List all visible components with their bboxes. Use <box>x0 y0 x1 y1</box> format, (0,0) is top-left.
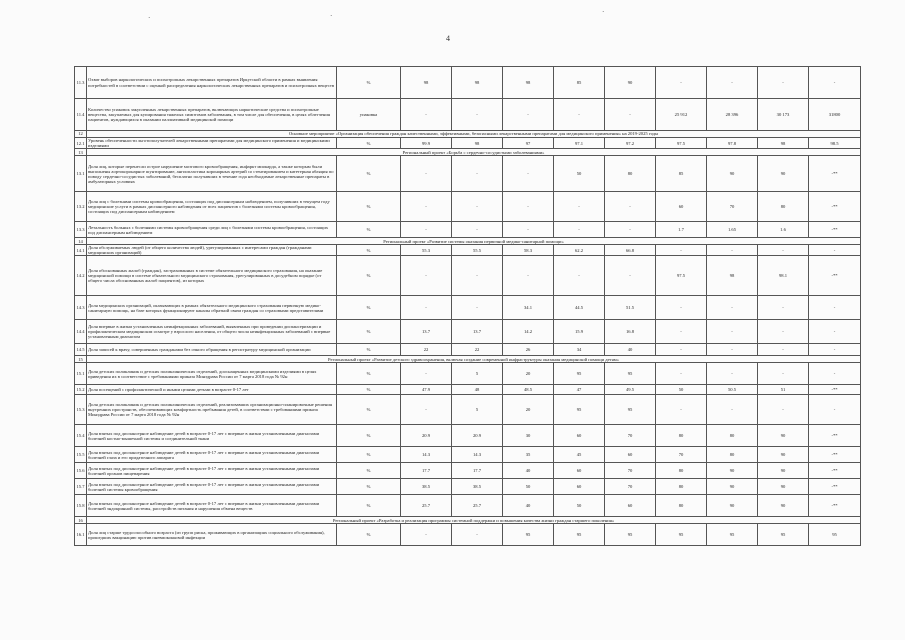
value-cell: - <box>503 99 554 131</box>
row-number: 11.4 <box>75 99 87 131</box>
value-cell: 90 <box>758 495 809 517</box>
value-cell: 40 <box>503 495 554 517</box>
row-number: 15.7 <box>75 479 87 495</box>
value-cell: - <box>401 222 452 238</box>
value-cell: 97.2 <box>605 138 656 149</box>
table-row <box>75 192 861 222</box>
value-cell: 62.2 <box>554 245 605 256</box>
value-cell: - <box>605 222 656 238</box>
value-cell: 35 <box>503 447 554 463</box>
value-cell: 55.3 <box>401 245 452 256</box>
indicator-name: Доля впервые в жизни установленных неинфекционных заболеваний, выявленных при проведении диспансеризации и профилактическом медицинском осмотре у взрослого населения, от общего числа неинфекционных заболеваний с впервые установленным диагнозом <box>87 320 337 344</box>
value-cell: 80 <box>656 495 707 517</box>
value-cell: 50.5 <box>707 385 758 395</box>
value-cell: 44.5 <box>554 296 605 320</box>
value-cell: 98 <box>401 67 452 99</box>
value-cell: 90 <box>707 463 758 479</box>
value-cell: 34.1 <box>503 296 554 320</box>
row-number: 15.8 <box>75 495 87 517</box>
value-cell: 80 <box>656 479 707 495</box>
value-cell: 14.3 <box>401 447 452 463</box>
indicator-name: Летальность больных с болезнями системы кровообращения среди лиц с болезнями системы кровообращения, состоящих под диспансерным наблюдением <box>87 222 337 238</box>
value-cell: 70 <box>605 479 656 495</box>
value-cell: 45 <box>554 447 605 463</box>
row-number: 13.3 <box>75 222 87 238</box>
value-cell: 51 <box>758 385 809 395</box>
section-title: Региональный проект «Борьба с сердечно-сосудистыми заболеваниями» <box>87 149 861 156</box>
value-cell: - <box>401 363 452 385</box>
row-number: 13.1 <box>75 156 87 192</box>
value-cell: - <box>554 222 605 238</box>
value-cell: 97.8 <box>707 138 758 149</box>
section-title: Основное мероприятие «Организация обеспечения граждан качественными, эффективными, безопасными лекарственными препаратами для медицинского применения» на 2019-2025 годы <box>87 131 861 138</box>
value-cell: 5 <box>452 363 503 385</box>
table-row <box>75 138 861 149</box>
unit-cell: % <box>337 344 401 356</box>
row-number: 14.2 <box>75 256 87 296</box>
value-cell: 90 <box>758 156 809 192</box>
value-cell: - <box>809 245 861 256</box>
value-cell: 97.5 <box>656 256 707 296</box>
indicator-name: Доля медицинских организаций, оказывающих в рамках обязательного медицинского страхования первичную медико-санитарную помощь, на базе которых функционируют каналы обратной связи граждан со страховыми представителями <box>87 296 337 320</box>
unit-cell: % <box>337 495 401 517</box>
value-cell: 70 <box>605 463 656 479</box>
value-cell: 90 <box>707 156 758 192</box>
value-cell: 98 <box>707 256 758 296</box>
table-row <box>75 67 861 99</box>
value-cell: - <box>707 395 758 425</box>
value-cell: 70 <box>656 447 707 463</box>
value-cell: 20.9 <box>452 425 503 447</box>
value-cell: - <box>503 222 554 238</box>
value-cell: -** <box>809 447 861 463</box>
scan-dot-mark: · <box>330 12 333 20</box>
table-row <box>75 256 861 296</box>
value-cell: - <box>758 245 809 256</box>
section-header-row <box>75 131 861 138</box>
value-cell: - <box>707 67 758 99</box>
value-cell: 90 <box>758 463 809 479</box>
scan-dot-mark: · <box>602 8 605 16</box>
row-number: 14.3 <box>75 296 87 320</box>
unit-cell: % <box>337 256 401 296</box>
unit-cell: % <box>337 479 401 495</box>
indicator-name: Доля обслуживаемых людей (от общего количества людей), урегулированных с интересами граждан (гражданами медицинских организаций) <box>87 245 337 256</box>
value-cell: 95 <box>503 524 554 546</box>
value-cell: - <box>605 192 656 222</box>
value-cell: 49.5 <box>605 385 656 395</box>
scan-dot-mark: · <box>148 14 151 22</box>
section-title: Региональный проект «Развитие системы оказания первичной медико-санитарной помощи» <box>87 238 861 245</box>
value-cell: 95 <box>809 524 861 546</box>
value-cell: 70 <box>605 425 656 447</box>
value-cell: - <box>605 99 656 131</box>
row-number: 15 <box>75 356 87 363</box>
page-number: 4 <box>446 34 450 43</box>
value-cell: 99.9 <box>401 138 452 149</box>
unit-cell: % <box>337 425 401 447</box>
value-cell: - <box>809 344 861 356</box>
row-number: 13.2 <box>75 192 87 222</box>
value-cell: - <box>656 363 707 385</box>
indicator-name: Доля лиц, которые перенесли острое нарушение мозгового кровообращения, инфаркт миокарда, а также которым были выполнены аортокоронарное шунтирование, ангиопластика коронарных артерий со стентированием и катетерная абляция по поводу сердечно-сосудистых заболеваний, бесплатно получавших в течение года необходимые лекарственные препараты в амбулаторных условиях <box>87 156 337 192</box>
value-cell: 60 <box>605 495 656 517</box>
value-cell: 47.9 <box>401 385 452 395</box>
value-cell: 25.7 <box>452 495 503 517</box>
value-cell: 95 <box>656 524 707 546</box>
table-row <box>75 99 861 131</box>
value-cell: - <box>401 524 452 546</box>
value-cell: 48 <box>452 385 503 395</box>
unit-cell: % <box>337 363 401 385</box>
indicator-table <box>74 66 861 546</box>
value-cell: 95 <box>554 395 605 425</box>
row-number: 14.4 <box>75 320 87 344</box>
value-cell: - <box>452 524 503 546</box>
unit-cell: % <box>337 156 401 192</box>
value-cell: - <box>809 363 861 385</box>
value-cell: - <box>401 192 452 222</box>
value-cell: 1.6 <box>758 222 809 238</box>
row-number: 12.1 <box>75 138 87 149</box>
table-row <box>75 363 861 385</box>
value-cell: 5 <box>452 395 503 425</box>
value-cell: 25 912 <box>656 99 707 131</box>
value-cell: - <box>554 192 605 222</box>
indicator-name: Доля лиц с болезнями системы кровообращения, состоящих под диспансерным наблюдением, получивших в текущем году медицинские услуги в рамках диспансерного наблюдения от всех пациентов с болезнями системы кровообращения, состоящих под диспансерным наблюдением <box>87 192 337 222</box>
value-cell: 98 <box>452 67 503 99</box>
unit-cell: % <box>337 395 401 425</box>
unit-cell: % <box>337 524 401 546</box>
row-number: 14.1 <box>75 245 87 256</box>
value-cell: 50 <box>554 156 605 192</box>
value-cell: 26 <box>503 344 554 356</box>
value-cell: -** <box>809 156 861 192</box>
value-cell: - <box>605 256 656 296</box>
indicator-name: Количество упаковок закупленных лекарственных препаратов, включающих наркотические средства и психотропные вещества, закупаемых для купирования тяжелых симптомов заболевания, в том числе для обеспечения, в целях облегчения пациентов, нуждающихся в оказании паллиативной медицинской помощи <box>87 99 337 131</box>
value-cell: 17.7 <box>452 463 503 479</box>
value-cell: - <box>809 320 861 344</box>
value-cell: 90 <box>758 447 809 463</box>
value-cell: - <box>809 67 861 99</box>
section-title: Региональный проект «Развитие детского здравоохранения, включая создание современной инфраструктуры оказания медицинской помощи детям» <box>87 356 861 363</box>
unit-cell: % <box>337 222 401 238</box>
value-cell: - <box>707 320 758 344</box>
value-cell: - <box>503 192 554 222</box>
value-cell: 80 <box>656 425 707 447</box>
value-cell: - <box>503 156 554 192</box>
value-cell: - <box>503 256 554 296</box>
section-header-row <box>75 517 861 524</box>
row-number: 13 <box>75 149 87 156</box>
value-cell: 90 <box>758 479 809 495</box>
table-row <box>75 320 861 344</box>
value-cell: - <box>452 156 503 192</box>
value-cell: 60 <box>656 192 707 222</box>
value-cell: - <box>758 395 809 425</box>
value-cell: - <box>707 363 758 385</box>
value-cell: -** <box>809 479 861 495</box>
value-cell: - <box>401 296 452 320</box>
value-cell: 90 <box>707 479 758 495</box>
row-number: 14.5 <box>75 344 87 356</box>
value-cell: 50 <box>503 479 554 495</box>
value-cell: 90 <box>758 425 809 447</box>
value-cell: 95 <box>605 524 656 546</box>
value-cell: 80 <box>758 192 809 222</box>
table-row <box>75 463 861 479</box>
indicator-name: Доля взятых под диспансерное наблюдение детей в возрасте 0-17 лет с впервые в жизни установленными диагнозами болезней системы кровообращения <box>87 479 337 495</box>
value-cell: 30 173 <box>758 99 809 131</box>
value-cell: 13.7 <box>452 320 503 344</box>
value-cell: 38.5 <box>401 479 452 495</box>
unit-cell: % <box>337 192 401 222</box>
value-cell: 97.1 <box>554 138 605 149</box>
row-number: 12 <box>75 131 87 138</box>
section-header-row <box>75 356 861 363</box>
row-number: 16.1 <box>75 524 87 546</box>
value-cell: 20 <box>503 363 554 385</box>
value-cell: 15.9 <box>554 320 605 344</box>
value-cell: - <box>758 67 809 99</box>
value-cell: 22 <box>401 344 452 356</box>
table-row <box>75 296 861 320</box>
value-cell: - <box>656 320 707 344</box>
value-cell: 40 <box>503 463 554 479</box>
table-row <box>75 479 861 495</box>
value-cell: 97.5 <box>656 138 707 149</box>
table-row <box>75 447 861 463</box>
row-number: 15.6 <box>75 463 87 479</box>
indicator-name: Доля лиц старше трудоспособного возраста (из групп риска, проживающих в организациях социального обслуживания), прошедших вакцинацию против пневмококковой инфекции <box>87 524 337 546</box>
value-cell: 90 <box>605 67 656 99</box>
table-row <box>75 156 861 192</box>
value-cell: 50 <box>554 495 605 517</box>
value-cell: 40 <box>605 344 656 356</box>
value-cell: 14.2 <box>503 320 554 344</box>
value-cell: - <box>401 99 452 131</box>
value-cell: 70 <box>707 192 758 222</box>
value-cell: 95 <box>758 524 809 546</box>
indicator-name: Доля взятых под диспансерное наблюдение детей в возрасте 0-17 лет с впервые в жизни установленными диагнозами болезней органов пищеварения <box>87 463 337 479</box>
value-cell: 20 <box>503 395 554 425</box>
value-cell: 98 <box>452 138 503 149</box>
value-cell: - <box>758 344 809 356</box>
value-cell: 90 <box>707 495 758 517</box>
indicator-name: Доля обоснованных жалоб (граждан), застрахованных в системе обязательного медицинского страхования, на оказание медицинской помощи в системе обязательного медицинского страхования, урегулированных в досудебном порядке (от общего числа обоснованных жалоб пациентов), из которых <box>87 256 337 296</box>
value-cell: 47 <box>554 385 605 395</box>
unit-cell: % <box>337 320 401 344</box>
unit-cell: упаковка <box>337 99 401 131</box>
value-cell: 48.5 <box>503 385 554 395</box>
value-cell: 80 <box>707 447 758 463</box>
value-cell: 80 <box>605 156 656 192</box>
value-cell: - <box>656 344 707 356</box>
value-cell: 38.5 <box>452 479 503 495</box>
value-cell: 1.7 <box>656 222 707 238</box>
table-row <box>75 425 861 447</box>
table-row <box>75 395 861 425</box>
indicator-table-container <box>74 66 860 546</box>
value-cell: - <box>452 256 503 296</box>
value-cell: - <box>707 245 758 256</box>
section-header-row <box>75 149 861 156</box>
value-cell: - <box>656 395 707 425</box>
value-cell: 1.65 <box>707 222 758 238</box>
value-cell: 60 <box>605 447 656 463</box>
value-cell: - <box>452 99 503 131</box>
value-cell: 85 <box>656 156 707 192</box>
value-cell: 80 <box>707 425 758 447</box>
value-cell: 95 <box>554 524 605 546</box>
row-number: 15.4 <box>75 425 87 447</box>
value-cell: - <box>401 395 452 425</box>
row-number: 11.3 <box>75 67 87 99</box>
table-row <box>75 222 861 238</box>
value-cell: - <box>401 156 452 192</box>
value-cell: 25.7 <box>401 495 452 517</box>
value-cell: 22 <box>452 344 503 356</box>
value-cell: 85 <box>554 67 605 99</box>
unit-cell: % <box>337 138 401 149</box>
value-cell: - <box>554 99 605 131</box>
indicator-name: Доля взятых под диспансерное наблюдение детей в возрасте 0-17 лет с впервые в жизни установленными диагнозами болезней глаза и его придаточного аппарата <box>87 447 337 463</box>
value-cell: -** <box>809 425 861 447</box>
indicator-name: Доля детских поликлиник и детских поликлинических отделений, реализовавших организационно-планировочные решения внутренних пространств, обеспечивающих комфортность пребывания детей, в соответствии с требованиями приказа Минздрава России от 7 марта 2018 года № 92н <box>87 395 337 425</box>
row-number: 15.1 <box>75 363 87 385</box>
value-cell: - <box>554 256 605 296</box>
value-cell: - <box>758 296 809 320</box>
value-cell: 60 <box>554 479 605 495</box>
unit-cell: % <box>337 67 401 99</box>
row-number: 15.2 <box>75 385 87 395</box>
value-cell: 58.3 <box>503 245 554 256</box>
unit-cell: % <box>337 463 401 479</box>
table-row <box>75 344 861 356</box>
value-cell: 28 396 <box>707 99 758 131</box>
value-cell: -** <box>809 495 861 517</box>
unit-cell: % <box>337 447 401 463</box>
row-number: 16 <box>75 517 87 524</box>
value-cell: 17.7 <box>401 463 452 479</box>
value-cell: - <box>452 192 503 222</box>
unit-cell: % <box>337 296 401 320</box>
value-cell: 60 <box>554 463 605 479</box>
value-cell: 14.3 <box>452 447 503 463</box>
value-cell: 95 <box>554 363 605 385</box>
value-cell: -** <box>809 463 861 479</box>
table-row <box>75 385 861 395</box>
value-cell: 95 <box>605 363 656 385</box>
table-row <box>75 495 861 517</box>
value-cell: - <box>401 256 452 296</box>
value-cell: -** <box>809 385 861 395</box>
value-cell: 98.5 <box>809 138 861 149</box>
value-cell: 16.8 <box>605 320 656 344</box>
indicator-name: Доля детских поликлиник и детских поликлинических отделений, дооснащенных медицинскими изделиями в целях приведения их в соответствие с требованиями приказа Минздрава России от 7 марта 2018 года № 92н <box>87 363 337 385</box>
value-cell: 60 <box>554 425 605 447</box>
value-cell: 95 <box>605 395 656 425</box>
value-cell: -** <box>809 256 861 296</box>
indicator-name: Доля взятых под диспансерное наблюдение детей в возрасте 0-17 лет с впервые в жизни установленными диагнозами болезней эндокринной системы, расстройств питания и нарушения обмена веществ <box>87 495 337 517</box>
value-cell: 50 <box>656 385 707 395</box>
value-cell: 13.7 <box>401 320 452 344</box>
row-number: 14 <box>75 238 87 245</box>
value-cell: - <box>656 245 707 256</box>
value-cell: 20.9 <box>401 425 452 447</box>
row-number: 15.3 <box>75 395 87 425</box>
value-cell: - <box>809 395 861 425</box>
table-row <box>75 524 861 546</box>
value-cell: 30 <box>503 425 554 447</box>
value-cell: - <box>452 222 503 238</box>
value-cell: 95 <box>707 524 758 546</box>
unit-cell: % <box>337 245 401 256</box>
value-cell: - <box>656 296 707 320</box>
value-cell: 98 <box>503 67 554 99</box>
value-cell: - <box>707 344 758 356</box>
value-cell: - <box>758 320 809 344</box>
value-cell: 98.1 <box>758 256 809 296</box>
value-cell: - <box>452 296 503 320</box>
indicator-name: Доля взятых под диспансерное наблюдение детей в возрасте 0-17 лет с впервые в жизни установленными диагнозами болезней костно-мышечной системы и соединительной ткани <box>87 425 337 447</box>
value-cell: 98 <box>758 138 809 149</box>
unit-cell: % <box>337 385 401 395</box>
value-cell: 80 <box>656 463 707 479</box>
indicator-name: Доля записей к врачу, совершенных гражданами без очного обращения в регистратуру медицинской организации <box>87 344 337 356</box>
indicator-name: Охват выборов наркологических и психотропных лекарственных препаратов Иркутской области в рамках выявления потребностей в соответствии с оценкой распределения наркологических лекарственных препаратов и психотропных веществ <box>87 67 337 99</box>
section-title: Региональный проект «Разработка и реализация программы системной поддержки и повышения качества жизни граждан старшего поколения» <box>87 517 861 524</box>
indicator-table-body <box>75 67 861 546</box>
value-cell: 66.8 <box>605 245 656 256</box>
value-cell: - <box>809 296 861 320</box>
value-cell: 51.5 <box>605 296 656 320</box>
table-row <box>75 245 861 256</box>
value-cell: 97 <box>503 138 554 149</box>
value-cell: - <box>707 296 758 320</box>
value-cell: 31800 <box>809 99 861 131</box>
value-cell: - <box>758 363 809 385</box>
value-cell: -** <box>809 222 861 238</box>
row-number: 15.5 <box>75 447 87 463</box>
indicator-name: Уровень обеспеченности льготополучателей лекарственными препаратами для медицинского применения и медицинскими изделиями <box>87 138 337 149</box>
indicator-name: Доля посещений с профилактической и иными целями детьми в возрасте 0-17 лет <box>87 385 337 395</box>
value-cell: - <box>656 67 707 99</box>
value-cell: 34 <box>554 344 605 356</box>
value-cell: -** <box>809 192 861 222</box>
value-cell: 55.5 <box>452 245 503 256</box>
section-header-row <box>75 238 861 245</box>
